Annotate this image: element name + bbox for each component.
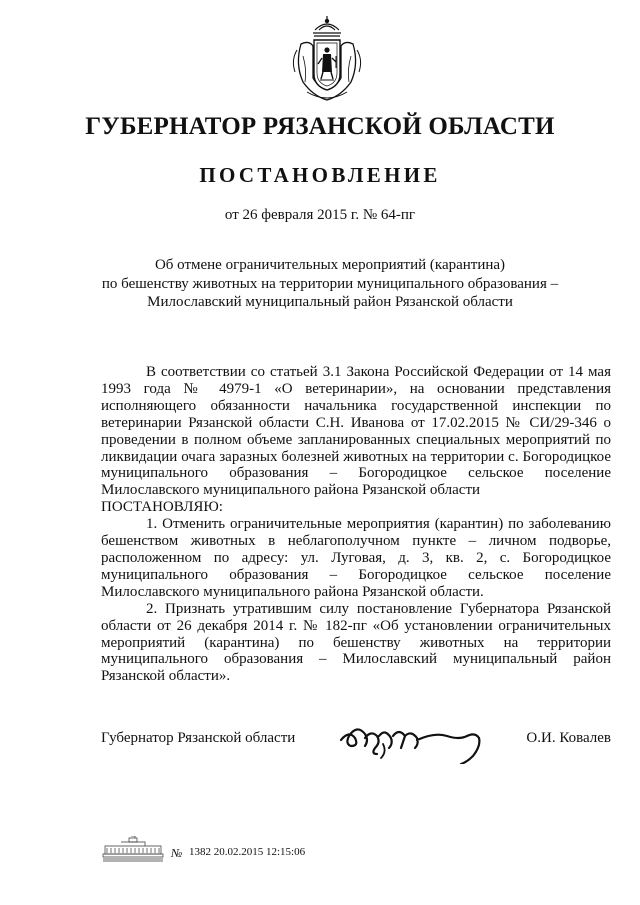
governor-title: ГУБЕРНАТОР РЯЗАНСКОЙ ОБЛАСТИ: [85, 113, 555, 140]
handwritten-signature: [335, 714, 485, 764]
document-type: ПОСТАНОВЛЕНИЕ: [199, 163, 441, 187]
signature-block: [101, 730, 611, 754]
coat-of-arms-icon: [287, 16, 367, 102]
clause-2: 2. Признать утратившим силу постановление Губернатора Рязанской области от 26 декабря 2014 г. № 182-пг «Об установлении ограничительных мероприятий (карантина) по бешенству животных на территории муниципального образования – Милославский муниципальный район Рязанской области».: [101, 600, 611, 685]
document-subject: [40, 256, 620, 312]
document-body: [101, 364, 611, 685]
government-building-icon: [101, 836, 165, 862]
number-sign: №: [171, 846, 183, 860]
registration-footer: [101, 836, 341, 862]
preamble-paragraph: В соответствии со статьей 3.1 Закона Российской Федерации от 14 мая 1993 года № 4979-1 «О ветеринарии», на основании представления исполняющего обязанности начальника государственной инспекции по ветеринарии Рязанской области С.Н. Иванова от 17.02.2015 № СИ/29-346 о проведении в полном объеме запланированных специальных мероприятий по ликвидации очага заразных болезней животных на территории с. Богородицкое муниципального образования – Богородицкое сельское поселение Милославского муниципального района Рязанской области: [101, 364, 611, 499]
signatory-position: Губернатор Рязанской области: [101, 730, 296, 746]
clause-1: 1. Отменить ограничительные мероприятия (карантин) по заболеванию бешенством животных в неблагополучном пункте – личном подворье, расположенном по адресу: ул. Луговая, д. 3, кв. 2, с. Богородицкое муниципального образования – Богородицкое сельское поселение Милославского муниципального района Рязанской области.: [101, 516, 611, 600]
subject-line: Милославский муниципальный район Рязанской области: [147, 294, 513, 310]
registration-stamp: 1382 20.02.2015 12:15:06: [189, 846, 306, 858]
resolve-heading: ПОСТАНОВЛЯЮ:: [101, 499, 223, 516]
subject-line: Об отмене ограничительных мероприятий (карантина): [154, 257, 506, 273]
document-date-number: от 26 февраля 2015 г. № 64-пг: [224, 207, 416, 223]
subject-line: по бешенству животных на территории муниципального образования –: [101, 275, 559, 292]
signatory-name: О.И. Ковалев: [526, 730, 611, 746]
